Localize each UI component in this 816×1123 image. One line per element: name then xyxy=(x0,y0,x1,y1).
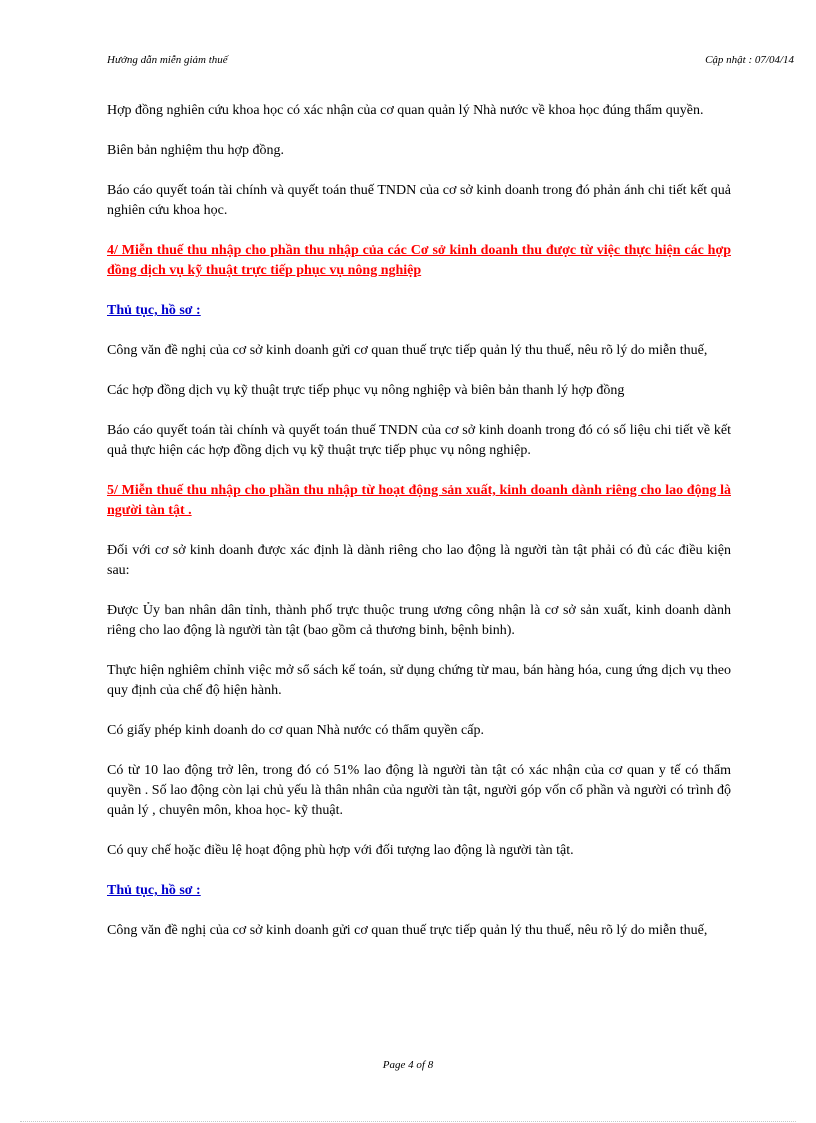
paragraph: Có từ 10 lao động trở lên, trong đó có 51% lao động là người tàn tật có xác nhận của cơ quan y tế có thẩm quyền . Số lao động còn lại chủ yếu là thân nhân của người tàn tật, người góp vốn cổ phần và người có trình độ quản lý , chuyên môn, khoa học- kỹ thuật. xyxy=(107,763,731,818)
paragraph: Các hợp đồng dịch vụ kỹ thuật trực tiếp phục vụ nông nghiệp và biên bản thanh lý hợp đồng xyxy=(107,383,625,398)
paragraph: Biên bản nghiệm thu hợp đồng. xyxy=(107,143,284,158)
paragraph: Được Ủy ban nhân dân tỉnh, thành phố trực thuộc trung ương công nhận là cơ sở sản xuất, kinh doanh dành riêng cho lao động là người tàn tật (bao gồm cả thương binh, bệnh binh). xyxy=(107,603,731,638)
paragraph: Hợp đồng nghiên cứu khoa học có xác nhận của cơ quan quản lý Nhà nước về khoa học đúng thẩm quyền. xyxy=(107,103,704,118)
paragraph: Báo cáo quyết toán tài chính và quyết toán thuế TNDN của cơ sở kinh doanh trong đó có số liệu chi tiết về kết quả thực hiện các hợp đồng dịch vụ kỹ thuật trực tiếp phục vụ nông nghiệp. xyxy=(107,423,731,458)
paragraph: Báo cáo quyết toán tài chính và quyết toán thuế TNDN của cơ sở kinh doanh trong đó phản ánh chi tiết kết quả nghiên cứu khoa học. xyxy=(107,183,731,218)
header-update-date: Cập nhật : 07/04/14 xyxy=(705,54,794,66)
paragraph: Công văn đề nghị của cơ sở kinh doanh gửi cơ quan thuế trực tiếp quản lý thu thuế, nêu rõ lý do miễn thuế, xyxy=(107,923,708,938)
paragraph: Công văn đề nghị của cơ sở kinh doanh gửi cơ quan thuế trực tiếp quản lý thu thuế, nêu rõ lý do miễn thuế, xyxy=(107,343,708,358)
procedures-subheading[interactable]: Thủ tục, hồ sơ : xyxy=(107,883,201,898)
paragraph: Đối với cơ sở kinh doanh được xác định là dành riêng cho lao động là người tàn tật phải có đủ các điều kiện sau: xyxy=(107,543,731,578)
page-bottom-divider xyxy=(20,1121,796,1122)
section-heading-5: 5/ Miễn thuế thu nhập cho phần thu nhập từ hoạt động sản xuất, kinh doanh dành riêng cho lao động là người tàn tật . xyxy=(107,483,731,518)
paragraph: Có giấy phép kinh doanh do cơ quan Nhà nước có thẩm quyền cấp. xyxy=(107,723,484,738)
page-content xyxy=(107,101,731,961)
procedures-subheading[interactable]: Thủ tục, hồ sơ : xyxy=(107,303,201,318)
page-number: Page 4 of 8 xyxy=(382,1059,434,1071)
header-title: Hướng dẫn miễn giảm thuế xyxy=(107,54,228,66)
paragraph: Thực hiện nghiêm chỉnh việc mở sổ sách kế toán, sử dụng chứng từ mau, bán hàng hóa, cung ứng dịch vụ theo quy định của chế độ hiện hành. xyxy=(107,663,731,698)
paragraph: Có quy chế hoặc điều lệ hoạt động phù hợp với đối tượng lao động là người tàn tật. xyxy=(107,843,574,858)
section-heading-4: 4/ Miễn thuế thu nhập cho phần thu nhập của các Cơ sở kinh doanh thu được từ việc thực hiện các hợp đồng dịch vụ kỹ thuật trực tiếp phục vụ nông nghiệp xyxy=(107,243,731,278)
